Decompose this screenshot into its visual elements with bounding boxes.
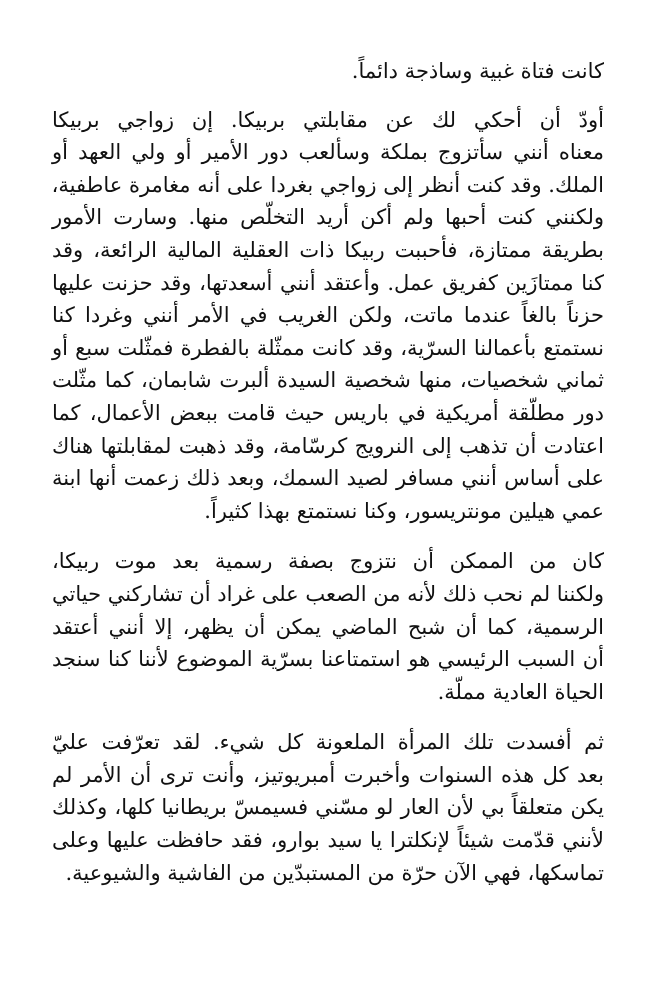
text-line: اعتادت أن تذهب إلى النرويج كرسّامة، وقد ذهبت لمقابلتها هناك	[52, 433, 604, 458]
book-page	[52, 55, 604, 889]
text-line: يكن متعلقاً بي لأن العار لو مسّني فسيمسّ بريطانيا كلها، وكذلك	[52, 795, 604, 820]
paragraph-2	[52, 104, 604, 528]
text-line: لأنني قدّمت شيئاً لإنكلترا يا سيد بوارو، فقد حافظت عليها وعلى	[52, 828, 604, 853]
text-line: نستمتع بأعمالنا السرّية، وقد كانت ممثّلة بالفطرة فمثّلت سبع أو	[52, 335, 604, 360]
text-line: كنا ممتازَين كفريق عمل. وأعتقد أنني أسعدتها، وقد حزنت عليها	[52, 270, 604, 295]
text-line: أن السبب الرئيسي هو استمتاعنا بسرّية الموضوع لأننا كنا سنجد	[52, 647, 604, 672]
text-line: بعد كل هذه السنوات وأخبرت أمبريوتيز، وأنت ترى أن الأمر لم	[52, 762, 604, 787]
text-line: كان من الممكن أن نتزوج بصفة رسمية بعد موت ربيكا،	[52, 549, 604, 574]
text-line: تماسكها، فهي الآن حرّة من المستبدّين من الفاشية والشيوعية.	[65, 860, 604, 885]
paragraph-4	[52, 726, 604, 889]
text-line: ثماني شخصيات، منها شخصية السيدة ألبرت شابمان، كما مثّلت	[52, 368, 604, 393]
text-line: أودّ أن أحكي لك عن مقابلتي بربيكا. إن زواجي بربيكا	[52, 107, 604, 132]
text-line: ولكننا لم نحب ذلك لأنه من الصعب على غراد أن تشاركني حياتي	[51, 581, 604, 606]
text-line: معناه أنني سأتزوج بملكة وسألعب دور الأمير أو ولي العهد أو	[52, 140, 604, 165]
text-line: كانت فتاة غبية وساذجة دائماً.	[351, 59, 604, 83]
paragraph-3	[52, 545, 604, 708]
text-line: عمي هيلين مونتريسور، وكنا نستمتع بهذا كثيراً.	[204, 498, 604, 523]
text-line: الرسمية، كما أن شبح الماضي يمكن أن يظهر، إلا أنني أعتقد	[52, 614, 604, 639]
text-line: ولكنني كنت أحبها ولم أكن أريد التخلّص منها. وسارت الأمور	[52, 205, 604, 230]
text-line: بطريقة ممتازة، فأحببت ربيكا ذات العقلية المالية الرائعة، وقد	[52, 237, 604, 262]
text-line: دور مطلّقة أمريكية في باريس حيث قامت ببعض الأعمال، كما	[52, 400, 604, 425]
text-line: حزناً بالغاً عندما ماتت، ولكن الغريب في الأمر أنني وغردا كنا	[52, 303, 604, 328]
paragraph-1	[52, 55, 604, 88]
text-line: الملك. وقد كنت أنظر إلى زواجي بغردا على أنه مغامرة عاطفية،	[51, 172, 604, 197]
text-line: الحياة العادية مملّة.	[437, 679, 604, 704]
text-line: ثم أفسدت تلك المرأة الملعونة كل شيء. لقد تعرّفت عليّ	[52, 730, 604, 755]
text-line: على أساس أنني مسافر لصيد السمك، وبعد ذلك زعمت أنها ابنة	[52, 466, 604, 491]
